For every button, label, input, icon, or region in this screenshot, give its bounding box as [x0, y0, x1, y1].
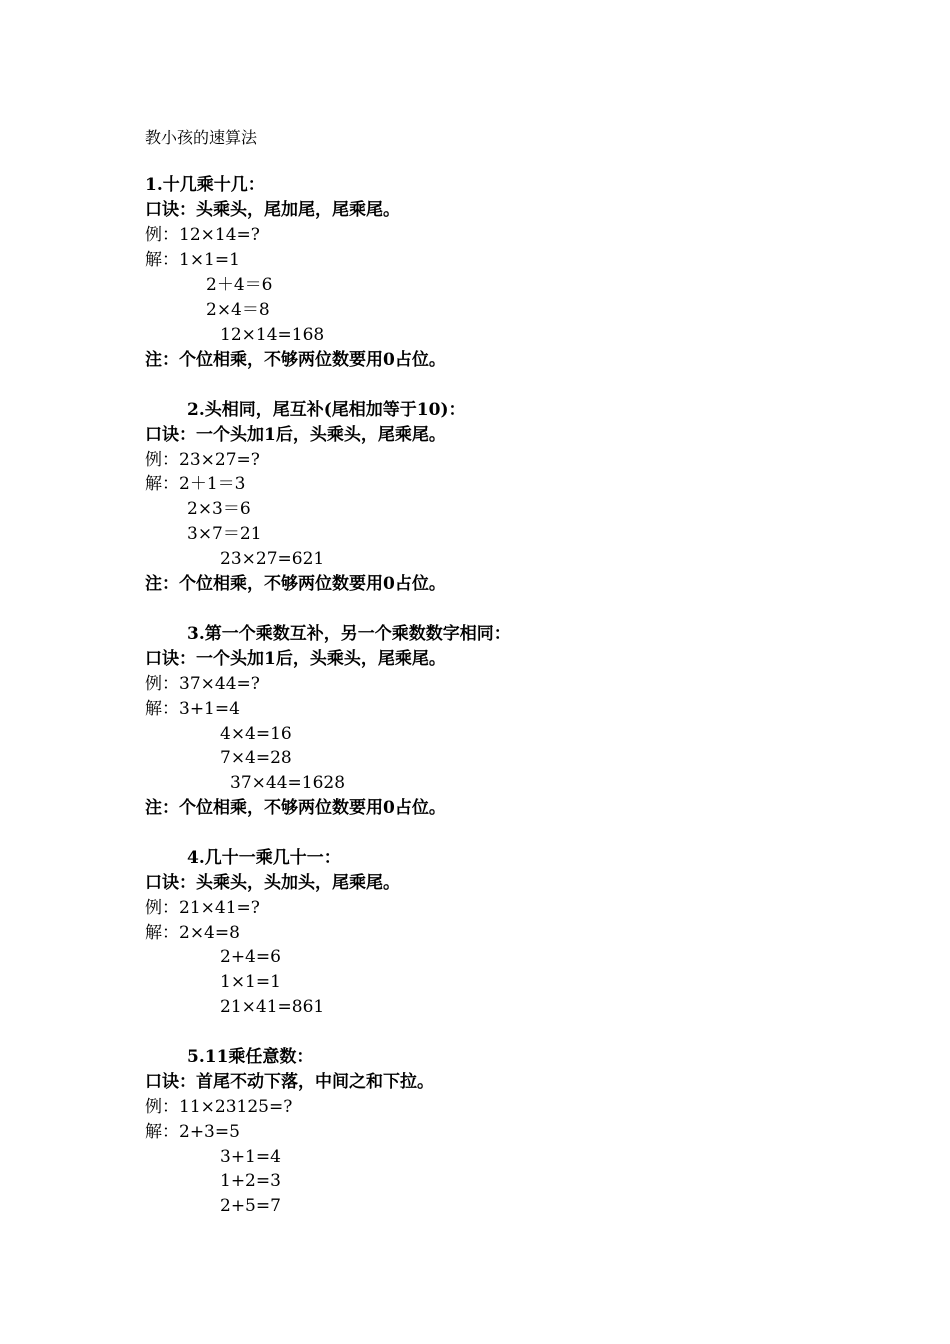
section-3-rule: 口诀：一个头加1后，头乘头，尾乘尾。: [145, 649, 446, 669]
section-5-example: 例：11×23125=?: [145, 1097, 293, 1117]
section-3-step-3: 7×4=28: [220, 748, 292, 768]
section-3-note: 注：个位相乘，不够两位数要用0占位。: [145, 798, 446, 818]
section-2-result: 23×27=621: [220, 549, 325, 569]
section-2-example: 例：23×27=?: [145, 450, 260, 470]
section-4-step-3: 1×1=1: [220, 972, 281, 992]
section-1-note: 注：个位相乘，不够两位数要用0占位。: [145, 350, 446, 370]
section-2-heading: 2.头相同，尾互补(尾相加等于10)：: [187, 400, 466, 420]
section-1-step-1: 解：1×1=1: [145, 250, 240, 270]
section-1-step-2: 2＋4＝6: [206, 275, 273, 295]
section-5-step-4: 2+5=7: [220, 1196, 281, 1216]
section-4-rule: 口诀：头乘头，头加头，尾乘尾。: [145, 873, 400, 893]
section-2-step-2: 2×3＝6: [187, 499, 251, 519]
section-3-heading: 3.第一个乘数互补，另一个乘数数字相同：: [187, 624, 511, 644]
section-1-heading: 1.十几乘十几：: [145, 175, 265, 195]
section-2-step-3: 3×7＝21: [187, 524, 262, 544]
section-1-result: 12×14=168: [220, 325, 325, 345]
section-2-step-1: 解：2＋1＝3: [145, 474, 246, 494]
section-3-example: 例：37×44=?: [145, 674, 260, 694]
section-4-example: 例：21×41=?: [145, 898, 260, 918]
section-4-step-1: 解：2×4=8: [145, 923, 240, 943]
section-5-rule: 口诀：首尾不动下落，中间之和下拉。: [145, 1072, 434, 1092]
section-2-rule: 口诀：一个头加1后，头乘头，尾乘尾。: [145, 425, 446, 445]
section-5-step-3: 1+2=3: [220, 1171, 281, 1191]
section-3-step-1: 解：3+1=4: [145, 699, 240, 719]
section-3-result: 37×44=1628: [230, 773, 346, 793]
section-5-heading: 5.11乘任意数：: [187, 1047, 314, 1067]
section-4-result: 21×41=861: [220, 997, 325, 1017]
section-5-step-2: 3+1=4: [220, 1147, 281, 1167]
section-3-step-2: 4×4=16: [220, 724, 292, 744]
section-1-step-3: 2×4＝8: [206, 300, 270, 320]
section-2-note: 注：个位相乘，不够两位数要用0占位。: [145, 574, 446, 594]
section-1-rule: 口诀：头乘头，尾加尾，尾乘尾。: [145, 200, 400, 220]
section-4-step-2: 2+4=6: [220, 947, 281, 967]
section-1-example: 例：12×14=?: [145, 225, 260, 245]
section-5-step-1: 解：2+3=5: [145, 1122, 240, 1142]
section-4-heading: 4.几十一乘几十一：: [187, 848, 341, 868]
document-title: 教小孩的速算法: [145, 128, 258, 147]
